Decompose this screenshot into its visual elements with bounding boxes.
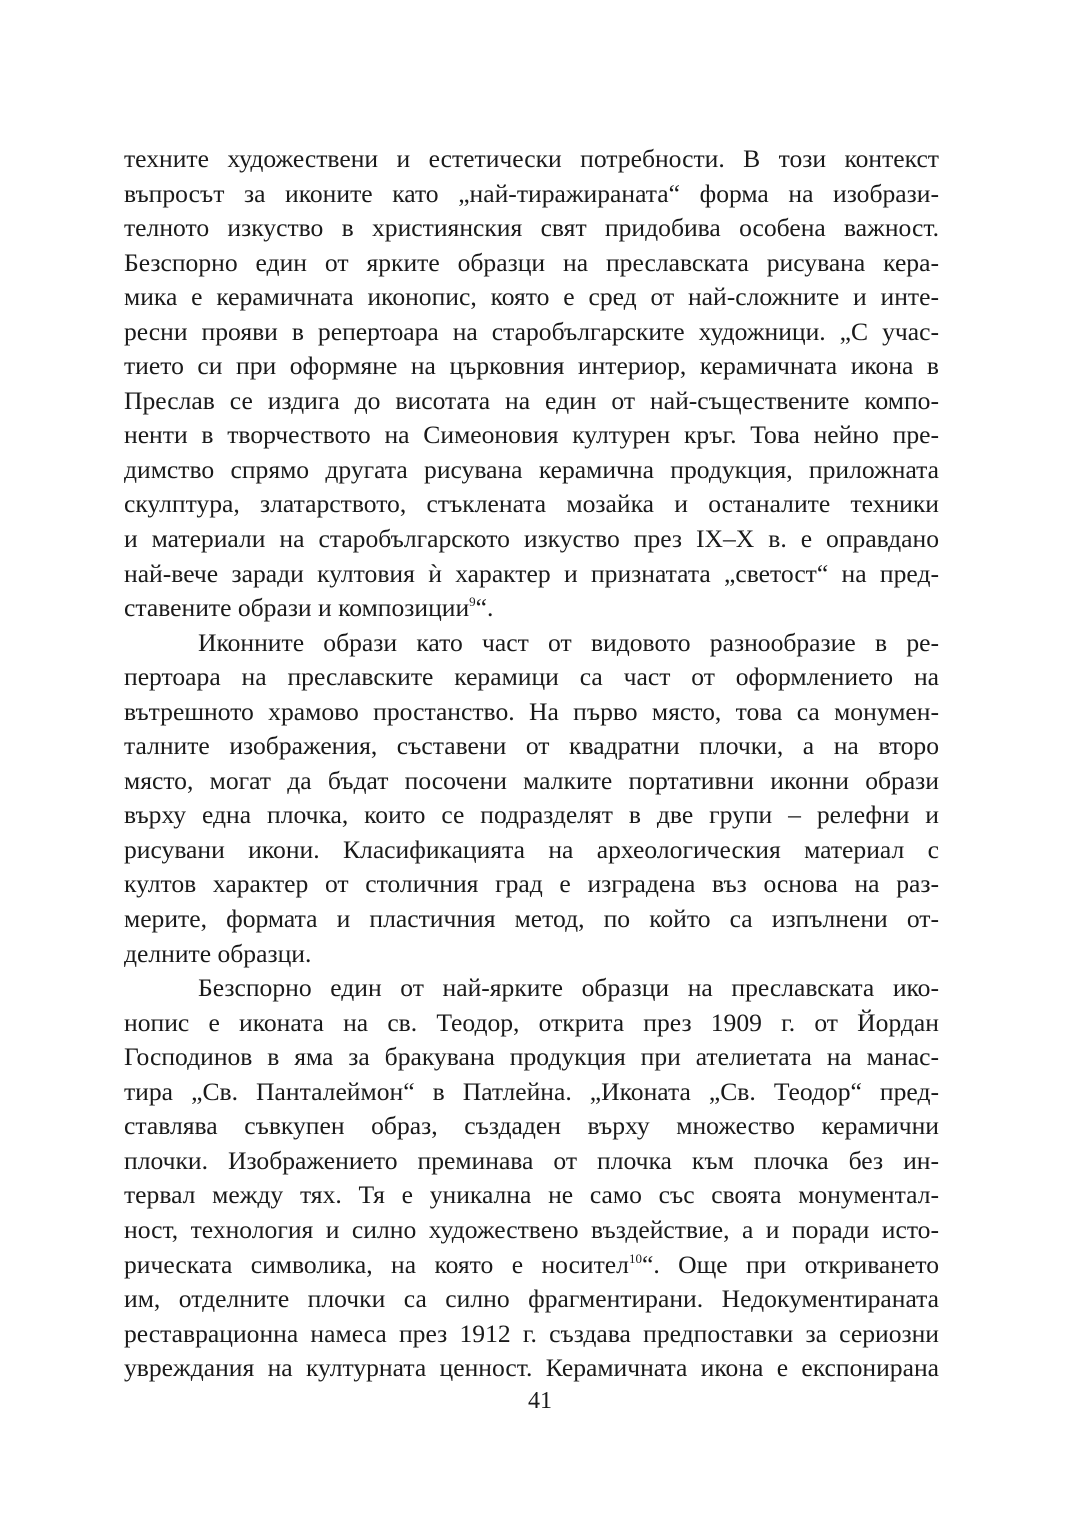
text-line: им, отделните плочки са силно фрагментирани. Недокументираната [124,1284,939,1314]
text-line: рисувани икони. Класификацията на археологическия материал с [124,834,939,864]
text-line: Безспорно един от най-ярките образци на преславската ико- [198,973,939,1003]
text-segment: “. [475,593,494,623]
text-line: въпросът за иконите като „най-тиражираната“ форма на изобрази- [124,178,939,208]
text-line: тира „Св. Панталеймон“ в Патлейна. „Иконата „Св. Теодор“ пред- [124,1076,939,1106]
text-line: Господинов в яма за бракувана продукция при ателиетата на манас- [124,1042,939,1072]
footnote-reference[interactable]: 10 [628,1250,642,1266]
text-segment: “. Още при откриването [641,1249,939,1279]
text-segment: ставените образи и композиции [124,593,470,623]
text-line: плочки. Изображението преминава от плочка към плочка без ин- [124,1145,939,1175]
text-line: мерите, формата и пластичния метод, по който са изпълнени от- [124,904,939,934]
text-line: мика е керамичната иконопис, която е сред от най-сложните и инте- [124,282,939,312]
text-line: телното изкуство в християнския свят придобива особена важност. [124,213,939,243]
text-line [124,591,939,626]
text-line: делните образци. [124,938,312,968]
text-line: пертоара на преславските керамици са част от оформлението на [124,662,939,692]
paragraph [124,142,939,626]
text-line: ресни прояви в репертоара на старобългарските художници. „С учас- [124,316,939,346]
paragraph [124,626,939,971]
text-line: тието си при оформяне на църковния интериор, керамичната икона в [124,351,939,381]
paragraph [124,971,939,1386]
text-line: нопис е иконата на св. Теодор, открита през 1909 г. от Йордан [124,1007,939,1037]
text-segment: рическата символика, на която е носител [124,1249,629,1279]
text-line: най-вече заради култовия ѝ характер и признатата „светост“ на пред- [124,558,939,588]
text-line: ност, технология и силно художествено въздействие, а и поради исто- [124,1214,939,1244]
footnote-reference[interactable]: 9 [469,594,476,610]
text-line: ставлява съвкупен образ, създаден върху множество керамични [124,1111,939,1141]
text-line [124,1248,939,1283]
page-number: 41 [528,1388,552,1414]
text-line: върху една плочка, които се подразделят в две групи – релефни и [124,800,939,830]
text-line: култов характер от столичния град е изградена въз основа на раз- [124,869,939,899]
text-line: скулптура, златарството, стъклената мозайка и останалите техники [124,489,939,519]
text-line: талните изображения, съставени от квадратни плочки, а на второ [124,731,939,761]
text-line: реставрационна намеса през 1912 г. създава предпоставки за сериозни [124,1318,939,1348]
text-line: място, могат да бъдат посочени малките портативни иконни образи [124,765,939,795]
text-line: Безспорно един от ярките образци на преславската рисувана кера- [124,247,939,277]
text-line: увреждания на културната ценност. Керамичната икона е експонирана [124,1353,939,1383]
text-line: техните художествени и естетически потребности. В този контекст [124,144,939,173]
text-line: димство спрямо другата рисувана керамична продукция, приложната [124,454,939,484]
text-line: и материали на старобългарското изкуство през IX–X в. е оправдано [124,524,939,554]
text-line: тервал между тях. Тя е уникална не само със своята монументал- [124,1180,939,1210]
body-text [124,142,939,1386]
text-line: ненти в творчеството на Симеоновия културен кръг. Това нейно пре- [124,420,939,450]
text-line: Преслав се издига до висотата на един от най-съществените компо- [124,385,939,415]
text-line: Иконните образи като част от видовото разнообразие в ре- [198,627,939,657]
text-line: вътрешното храмово простанство. На първо място, това са монумен- [124,696,939,726]
